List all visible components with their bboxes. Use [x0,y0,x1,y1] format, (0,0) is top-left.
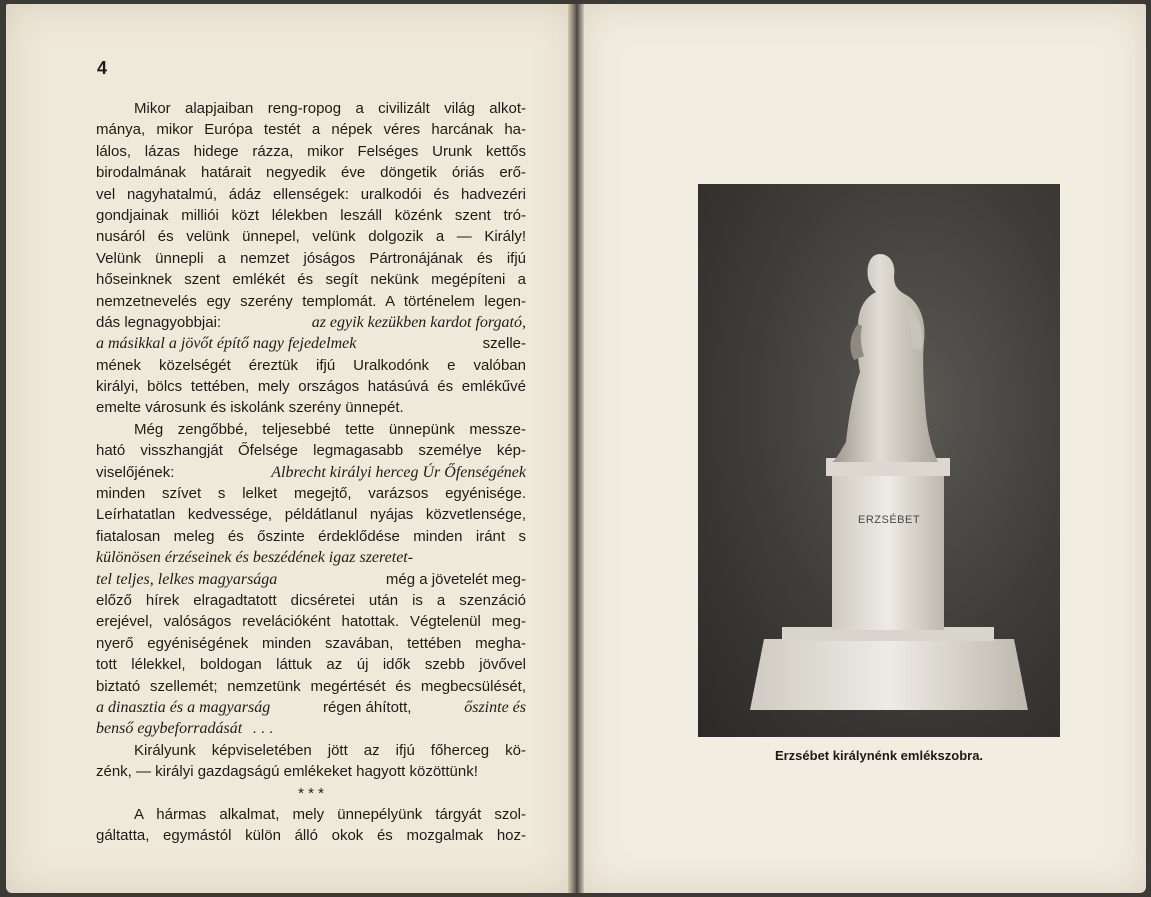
statue-pedestal [832,474,944,630]
text-line [96,205,526,226]
text-segment: . . . [248,720,274,738]
text-line [96,718,526,739]
text-line [96,526,526,547]
photo-caption: Erzsébet királynénk emlékszobra. [774,748,984,763]
text-segment: tel teljes, lelkes magyarsága [96,570,278,588]
text-segment: gáltatta, egymástól külön álló okok és mozgalmak hoz- [96,827,526,845]
text-segment: mánya, mikor Európa testét a népek véres harcának ha- [96,121,526,139]
text-segment: birodalmának határait negyedik éve döngetik óriás erő- [96,164,526,182]
text-segment: királyi, bölcs tettében, mely országos hatásúvá és emlékűvé [96,378,526,396]
text-segment: * * * [298,784,324,802]
statue-base [750,639,1028,710]
text-line [96,397,526,418]
text-line [96,804,526,825]
text-line [96,333,526,354]
text-line [96,761,526,782]
text-segment: A hármas alkalmat, mely ünnepélyünk tárgyát szol- [134,805,526,823]
text-line [96,440,526,461]
statue-figure [832,254,938,462]
text-segment: biztató szellemét; nemzetünk megértését és megbecsülését, [96,677,526,695]
text-segment: lálos, lázas hidege rázza, mikor Felséges Urunk kettős [96,142,526,160]
text-line [96,611,526,632]
text-segment: nemzetnevelés egy szerény templomát. A történelem legen- [96,292,526,310]
text-segment: Velünk ünnepli a nemzet jóságos Pártronájának és ifjú [96,249,526,267]
text-segment: az egyik kezükben kardot forgató, [311,313,526,331]
book-gutter [568,4,584,893]
text-segment: különösen érzéseinek és beszédének igaz szeretet- [96,549,414,567]
text-line [96,184,526,205]
text-line [96,740,526,761]
text-segment: Királyunk képviseletében jött az ifjú főherceg kö- [134,741,526,759]
text-line [96,248,526,269]
text-segment: Leírhatatlan kedvessége, példátlanul nyájas közvetlensége, [96,506,526,524]
text-segment: a dinasztia és a magyarság [96,698,271,716]
text-line [96,462,526,483]
text-segment: hőseinknek szent emlékét és segít nekünk megépíteni a [96,271,526,289]
text-segment: erejével, valóságos revelációként hatottak. Végtelenül meg- [96,613,526,631]
text-line [96,569,526,590]
text-line [96,419,526,440]
text-segment: Albrecht királyi herceg Úr Őfenségének [271,463,526,481]
text-segment: nyerő egyéniségének minden szavában, tettében megha- [96,634,526,652]
text-line [96,654,526,675]
text-segment: viselőjének: [96,463,179,481]
statue-illustration [698,184,1060,737]
text-line [96,676,526,697]
text-line [96,483,526,504]
text-line [96,98,526,119]
text-segment: zénk, — királyi gazdagságú emlékeket hagyott közöttünk! [96,763,478,781]
text-segment: őszinte és [464,698,526,716]
text-line [96,162,526,183]
text-segment: tott lélekkel, boldogan láttuk az új idők szebb jövővel [96,656,526,674]
text-line [96,376,526,397]
text-line [96,291,526,312]
text-line [96,119,526,140]
text-line [96,355,526,376]
text-segment: gondjainak milliói közt lélekben leszáll közénk szent tró- [96,206,526,224]
plinth-inscription: ERZSÉBET [858,514,921,526]
text-segment: vel nagyhatalmú, ádáz ellenségek: uralkodói és hadvezéri [96,185,526,203]
text-line [96,269,526,290]
text-line [96,547,526,568]
text-segment: minden szívet s lelket megejtő, varázsos egyénisége. [96,485,526,503]
text-segment: dás legnagyobbjai: [96,313,226,331]
text-line [96,504,526,525]
text-segment: mének közelségét éreztük ifjú Uralkodónk e valóban [96,356,526,374]
text-segment: még a jövetelét meg- [381,570,526,588]
text-segment: Még zengőbbé, teljesebbé tette ünnepünk messze- [134,420,526,438]
body-text [96,98,526,847]
text-segment: szelle- [478,335,526,353]
text-segment: nusáról és velünk ünnepel, velünk dolgozik a — Király! [96,228,526,246]
text-segment: Mikor alapjaiban reng-ropog a civilizált világ alkot- [134,100,526,117]
text-line [96,226,526,247]
text-segment: emelte városunk és iskolánk szerény ünnepét. [96,399,404,417]
text-segment: fiatalosan meleg és őszinte érdeklődése minden iránt s [96,527,526,545]
text-segment: ható visszhangját Őfelsége legmagasabb személye kép- [96,442,526,460]
text-segment: a másikkal a jövőt építő nagy fejedelmek [96,335,357,353]
text-line [96,697,526,718]
page-number: 4 [97,58,108,78]
text-line [96,783,526,804]
text-segment: régen áhított, [318,698,416,716]
text-line [96,141,526,162]
statue-photograph [698,184,1060,737]
text-line [96,312,526,333]
text-line [96,590,526,611]
text-line [96,825,526,846]
text-line [96,633,526,654]
text-segment: benső egybeforradását [96,720,243,738]
text-segment: előző hírek elragadtatott dicséretei után is a szenzáció [96,591,526,609]
